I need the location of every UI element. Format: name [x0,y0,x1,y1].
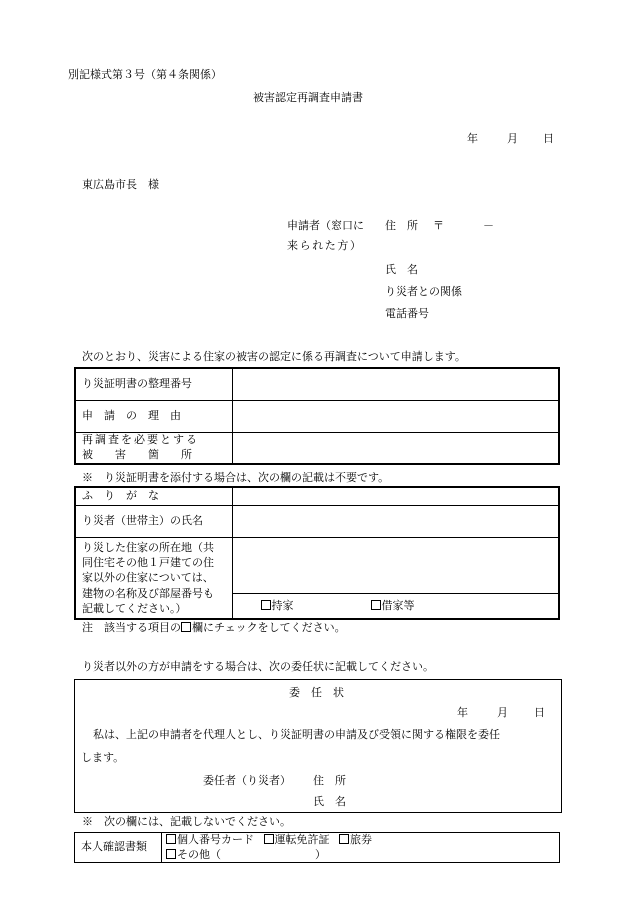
location-label-line: 建物の名称及び部屋番号も [82,586,214,600]
proxy-title: 委 任 状 [289,686,344,699]
owned-option[interactable]: 持家 [261,599,371,613]
proxy-box [74,679,562,813]
date-year: 年 [467,132,478,145]
delegator-label: 委任者（り災者） [203,774,291,787]
location-label-line: 家以外の住家については、 [82,571,214,585]
rented-option[interactable]: 借家等 [371,599,415,613]
checkbox-icon[interactable] [339,834,349,844]
reinvestigation-table [74,367,560,465]
proxy-body-2: します。 [81,751,125,764]
rented-checkbox[interactable] [371,600,381,610]
furigana-field[interactable] [232,487,559,505]
applicant-label-2: 来られた方） [287,239,363,252]
id-option-mynumber[interactable]: 個人番号カード [166,833,254,846]
proxy-name-label: 氏 名 [313,795,346,808]
id-option-other[interactable]: その他（ [166,848,221,861]
id-option-passport[interactable]: 旅券 [339,833,372,846]
note-do-not-fill: ※ 次の欄には、記載しないでください。 [82,815,291,828]
owned-checkbox[interactable] [261,600,271,610]
furigana-label: ふ り が な [75,487,232,505]
note-attach: ※ り災証明書を添付する場合は、次の欄の記載は不要です。 [82,471,390,484]
note-check: 注 該当する項目の 欄にチェックをしてください。 [82,621,346,634]
date-day: 日 [543,132,554,145]
damage-part-label: 再調査を必要とする 被 害 箇 所 [75,432,232,464]
location-label-line: 記載してください。） [82,602,187,616]
address-label: 住 所 [385,219,418,232]
proxy-date-month: 月 [497,706,508,719]
location-label-line: り災した住家の所在地（共 [82,540,214,554]
checkbox-icon[interactable] [166,849,176,859]
form-number: 別記様式第３号（第４条関係） [68,68,222,81]
other-close: ） [315,847,326,861]
applicant-label: 申請者（窓口に [287,219,364,232]
reason-label: 申 請 の 理 由 [75,400,232,432]
proxy-address-label: 住 所 [313,774,346,787]
cert-number-label: り災証明書の整理番号 [75,368,232,400]
id-check-table [74,832,560,863]
id-check-options [162,833,560,863]
proxy-body: 私は、上記の申請者を代理人とし、り災証明書の申請及び受領に関する権限を委任 [93,728,500,741]
victim-table [74,486,560,620]
postal-mark: 〒 [433,219,444,232]
id-check-label: 本人確認書類 [75,833,162,863]
victim-name-label: り災者（世帯主）の氏名 [75,505,232,537]
proxy-date-year: 年 [457,706,468,719]
phone-label: 電話番号 [385,307,429,320]
intro-text: 次のとおり、災害による住家の被害の認定に係る再調査について申請します。 [82,350,466,363]
location-field[interactable] [232,537,559,619]
victim-name-field[interactable] [232,505,559,537]
proxy-intro: り災者以外の方が申請をする場合は、次の委任状に記載してください。 [82,660,434,673]
location-label-line: 同住宅その他１戸建ての住 [82,555,214,569]
cert-number-field[interactable] [232,368,559,400]
reason-field[interactable] [232,400,559,432]
relation-label: り災者との関係 [385,285,462,298]
page-title: 被害認定再調査申請書 [253,91,363,104]
date-month: 月 [507,132,518,145]
location-label [75,537,232,619]
addressee: 東広島市長 様 [82,178,159,191]
name-label: 氏 名 [385,263,418,276]
damage-part-field[interactable] [232,432,559,464]
checkbox-icon[interactable] [264,834,274,844]
id-option-license[interactable]: 運転免許証 [264,833,330,846]
proxy-date-day: 日 [534,706,545,719]
checkbox-icon [181,622,191,632]
checkbox-icon[interactable] [166,834,176,844]
postal-dash: － [483,219,494,232]
